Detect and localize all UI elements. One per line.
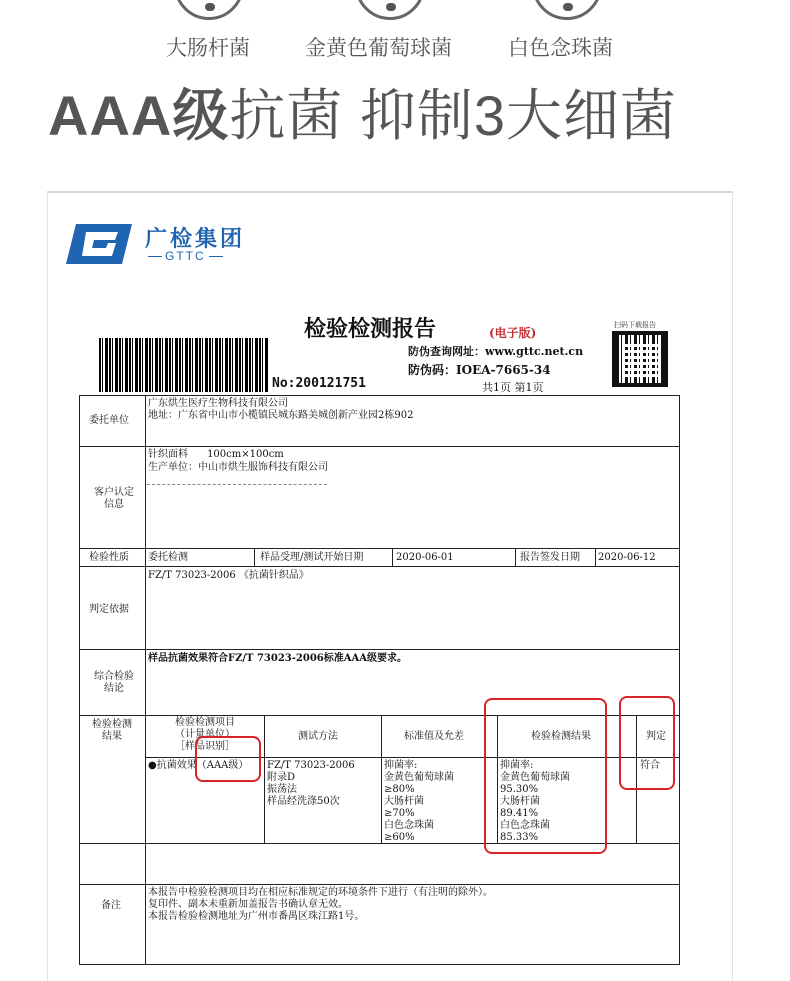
basis-value: FZ/T 73023-2006 《抗菌针织品》 bbox=[148, 570, 309, 581]
result-line: 大肠杆菌 bbox=[500, 796, 540, 807]
sample-producer: 生产单位：中山市烘生服饰科技有限公司 bbox=[148, 462, 328, 473]
headline-grade: AAA级 bbox=[48, 84, 230, 147]
staphylococcus-label: 金黄色葡萄球菌 bbox=[305, 36, 452, 60]
candida-label: 白色念珠菌 bbox=[508, 36, 613, 60]
customer-label-line: 信息 bbox=[104, 499, 124, 510]
head-result: 检验检测结果 bbox=[531, 731, 591, 742]
result-line: 85.33% bbox=[500, 832, 539, 843]
col-divider bbox=[595, 548, 596, 566]
remark-label: 备注 bbox=[101, 900, 121, 911]
remark-line: 复印件、副本未重新加盖报告书确认章无效。 bbox=[148, 899, 348, 910]
conclusion-label-line: 综合检验 bbox=[94, 671, 134, 682]
conclusion-label-line: 结论 bbox=[104, 683, 124, 694]
headline-text: 抗菌 抑制3大细菌 bbox=[229, 84, 678, 147]
candida-icon bbox=[532, 0, 602, 20]
row-divider bbox=[79, 548, 680, 549]
company-name: 广检集团 bbox=[145, 227, 246, 252]
head-judge: 判定 bbox=[646, 731, 666, 742]
nature-value: 委托检测 bbox=[148, 552, 188, 563]
standard-line: 白色念珠菌 bbox=[384, 820, 434, 831]
e-coli-label: 大肠杆菌 bbox=[166, 36, 250, 60]
sample-fabric: 针织面料 100cm×100cm bbox=[148, 449, 284, 460]
report-table bbox=[79, 395, 680, 965]
conclusion-value: 样品抗菌效果符合FZ/T 73023-2006标准AAA级要求。 bbox=[148, 653, 408, 664]
test-item: ●抗菌效果（AAA级） bbox=[148, 760, 249, 771]
test-method bbox=[267, 760, 355, 808]
remarks bbox=[148, 887, 493, 923]
method-line: 样品经洗涤50次 bbox=[267, 796, 340, 807]
issue-date: 2020-06-12 bbox=[598, 552, 656, 563]
report-title: 检验检测报告 bbox=[304, 316, 437, 342]
head-item-line: （计量单位） bbox=[175, 729, 235, 740]
e-coli-icon bbox=[174, 0, 244, 20]
conclusion-label bbox=[89, 671, 139, 695]
head-item-line: ［样品识别］ bbox=[175, 741, 235, 752]
result-label-line: 检验检测 bbox=[92, 719, 132, 730]
issue-date-label: 报告签发日期 bbox=[520, 552, 580, 563]
standard-values bbox=[384, 760, 454, 844]
dashed-rule bbox=[147, 484, 327, 485]
head-standard: 标准值及允差 bbox=[404, 731, 464, 742]
staphylococcus-icon bbox=[355, 0, 425, 20]
result-label bbox=[84, 719, 140, 743]
result-line: 抑菌率: bbox=[500, 760, 534, 771]
verify-url: 防伪查询网址：www.gttc.net.cn bbox=[408, 345, 584, 358]
result-line: 89.41% bbox=[500, 808, 539, 819]
method-line: 振荡法 bbox=[267, 784, 297, 795]
verify-code: 防伪码：IOEA-7665-34 bbox=[408, 363, 551, 377]
method-line: 附录D bbox=[267, 772, 296, 783]
col-divider bbox=[145, 395, 146, 965]
judge-highlight bbox=[619, 696, 675, 790]
qr-code bbox=[612, 331, 668, 387]
row-divider bbox=[79, 566, 680, 567]
start-date: 2020-06-01 bbox=[396, 552, 454, 563]
col-divider bbox=[254, 548, 255, 566]
client-label: 委托单位 bbox=[89, 415, 129, 426]
customer-label bbox=[89, 487, 139, 511]
start-date-label: 样品受理/测试开始日期 bbox=[260, 552, 364, 563]
head-item-line: 检验检测项目 bbox=[175, 717, 235, 728]
result-highlight bbox=[484, 698, 607, 854]
col-divider bbox=[515, 548, 516, 566]
client-address: 地址：广东省中山市小榄镇民城东路美城创新产业园2栋902 bbox=[148, 410, 414, 421]
report-subtitle: (电子版) bbox=[489, 326, 537, 340]
standard-line: 大肠杆菌 bbox=[384, 796, 424, 807]
col-divider bbox=[392, 548, 393, 566]
remark-line: 本报告检验检测地址为广州市番禺区珠江路1号。 bbox=[148, 911, 365, 922]
col-divider bbox=[381, 715, 382, 843]
basis-label: 判定依据 bbox=[89, 604, 129, 615]
result-line: 95.30% bbox=[500, 784, 539, 795]
qr-caption: 扫码下载报告 bbox=[614, 321, 656, 329]
standard-line: 金黄色葡萄球菌 bbox=[384, 772, 454, 783]
headline bbox=[48, 72, 677, 152]
nature-label: 检验性质 bbox=[89, 552, 129, 563]
grade-highlight bbox=[195, 736, 261, 782]
page-count: 共1页 第1页 bbox=[482, 381, 544, 394]
gttc-logo-icon bbox=[66, 222, 132, 266]
standard-line: ≥60% bbox=[384, 832, 415, 843]
row-divider bbox=[79, 446, 680, 447]
row-divider bbox=[79, 649, 680, 650]
standard-line: ≥70% bbox=[384, 808, 415, 819]
head-method: 测试方法 bbox=[298, 731, 338, 742]
result-line: 金黄色葡萄球菌 bbox=[500, 772, 570, 783]
report-serial: No:200121751 bbox=[272, 376, 366, 391]
barcode bbox=[99, 338, 269, 392]
row-divider bbox=[79, 884, 680, 885]
result-label-line: 结果 bbox=[102, 731, 122, 742]
standard-line: ≥80% bbox=[384, 784, 415, 795]
customer-label-line: 客户认定 bbox=[94, 487, 134, 498]
result-line: 白色念珠菌 bbox=[500, 820, 550, 831]
judge-value: 符合 bbox=[640, 760, 660, 771]
client-name: 广东烘生医疗生物科技有限公司 bbox=[148, 398, 288, 409]
method-line: FZ/T 73023-2006 bbox=[267, 760, 355, 771]
remark-line: 本报告中检验检测项目均在相应标准规定的环境条件下进行（有注明的除外）。 bbox=[148, 887, 493, 898]
col-divider bbox=[264, 715, 265, 843]
company-abbr: GTTC bbox=[145, 249, 226, 263]
standard-line: 抑菌率: bbox=[384, 760, 418, 771]
